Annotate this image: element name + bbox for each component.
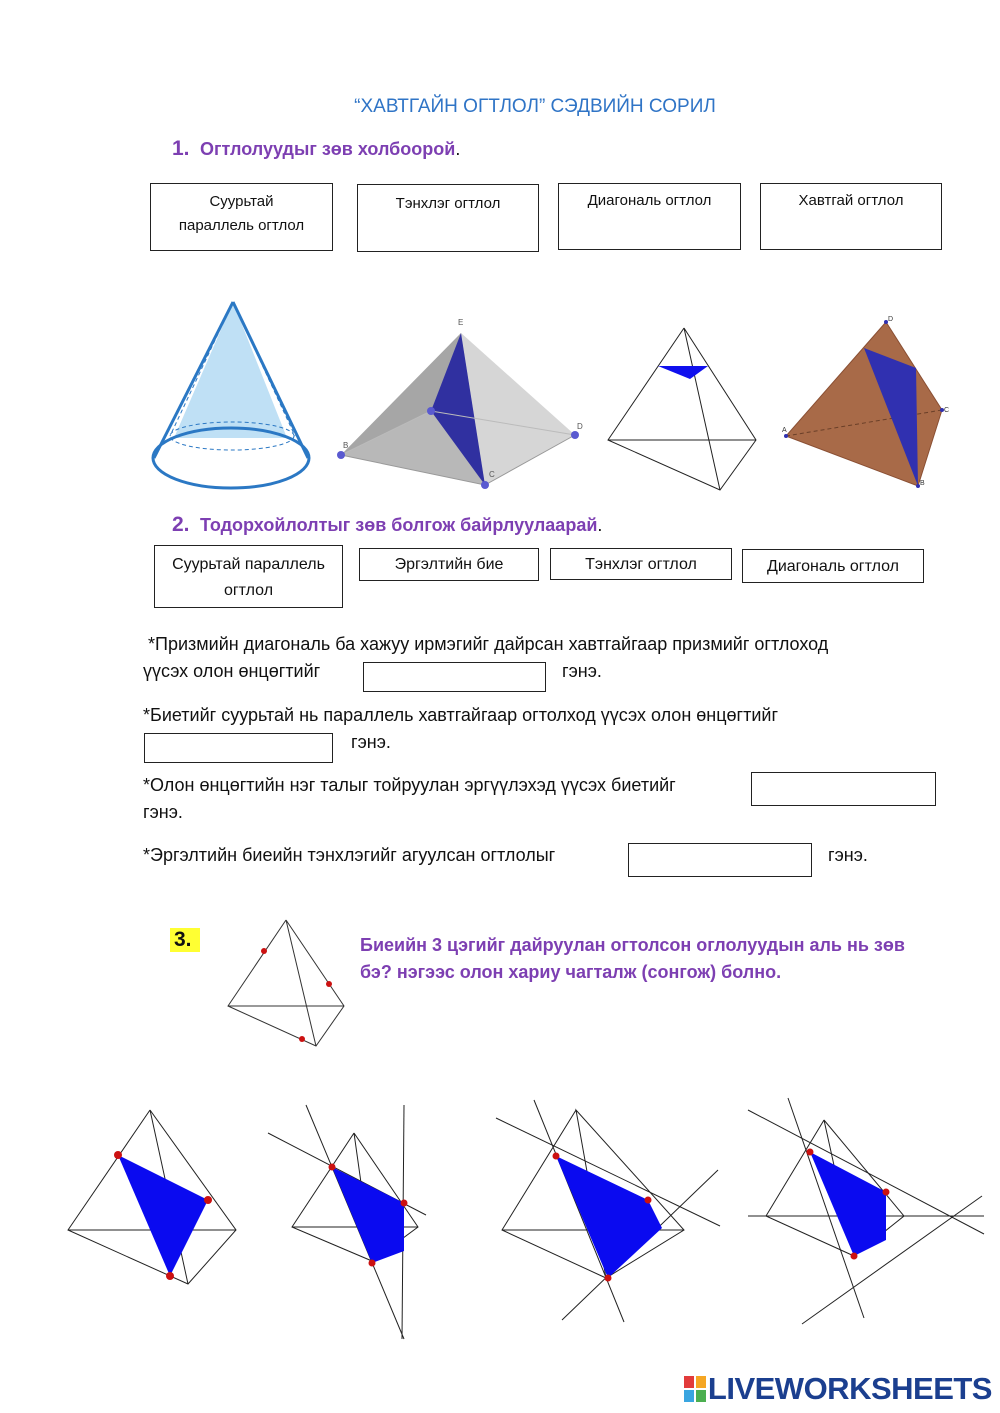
q1-label-parallel-line1: Суурьтай (209, 193, 274, 210)
liveworksheets-text: LIVEWORKSHEETS (707, 1371, 992, 1406)
q3-c-point-3 (605, 1275, 612, 1282)
q3-c-point-2 (645, 1197, 652, 1204)
pyramid-point-a (427, 407, 435, 415)
pyramid-point-c (481, 481, 489, 489)
q2-number: 2. (172, 513, 190, 536)
q2-sentence-1b: үүсэх олон өнцөгтийг (143, 661, 321, 681)
q2-option-parallel-line1: Суурьтай параллель (172, 556, 325, 573)
pyramid-label-e: E (458, 318, 464, 327)
tetra-edges (608, 328, 756, 490)
q1-heading (172, 137, 460, 161)
q3-option-c[interactable] (494, 1098, 724, 1328)
q1-label-parallel-line2: параллель огтлол (178, 217, 305, 234)
q1-label-axial-text: Тэнхлэг огтлол (395, 195, 501, 212)
q2-option-diagonal-text: Диагональ огтлол (766, 558, 899, 575)
q2-option-diagonal[interactable] (742, 549, 924, 583)
q2-option-solid-text: Эргэлтийн бие (394, 556, 504, 573)
q2-option-parallel[interactable] (154, 545, 343, 608)
q3-a-point-2 (204, 1196, 212, 1204)
q2-answer-2[interactable] (144, 733, 333, 763)
q2-option-axial[interactable] (550, 548, 732, 580)
q3-b-point-2 (401, 1200, 408, 1207)
q3-c-section (556, 1156, 662, 1278)
pyramid-point-b (337, 451, 345, 459)
q3-a-point-3 (166, 1272, 174, 1280)
q3-text: Биеийн 3 цэгийг дайруулан огтолсон оглолуудын аль нь зөв бэ? нэгээс олон хариу чагталж (сонгож) болно. (360, 935, 905, 982)
q3-c-point-1 (553, 1153, 560, 1160)
q3-d-point-3 (851, 1253, 858, 1260)
cone-section (174, 302, 287, 438)
tetra-parallel-section (658, 366, 708, 379)
q2-answer-3[interactable] (751, 772, 936, 806)
q3-ref-point-2 (326, 981, 332, 987)
q3-option-b[interactable] (266, 1103, 426, 1343)
q2-sentence-2b: гэнэ. (351, 732, 391, 752)
q1-label-plane-text: Хавтгай огтлол (798, 192, 904, 209)
q3-d-point-1 (807, 1149, 814, 1156)
q2-sentence-3b: гэнэ. (143, 802, 183, 822)
q3-d-point-2 (883, 1189, 890, 1196)
q1-label-diagonal[interactable] (558, 183, 741, 250)
q3-a-section (118, 1155, 208, 1276)
q3-reference-tetrahedron (226, 918, 348, 1048)
q2-sentence-4b: гэнэ. (828, 845, 868, 865)
tetra-brown-body (786, 322, 942, 486)
q1-label-axial[interactable] (357, 184, 539, 252)
tetra-label-a: A (782, 427, 787, 434)
tetra-label-b: B (920, 480, 925, 487)
cone-figure[interactable] (150, 298, 330, 498)
q2-sentence-4a: *Эргэлтийн биеийн тэнхлэгийг агуулсан огтлолыг (143, 845, 556, 865)
q2-option-solid-of-revolution[interactable] (359, 548, 539, 581)
q3-ref-point-3 (299, 1036, 305, 1042)
q2-heading (172, 513, 602, 537)
pyramid-label-b: B (343, 441, 349, 450)
liveworksheets-brand (684, 1371, 992, 1407)
q2-option-axial-text: Тэнхлэг огтлол (585, 556, 697, 573)
q2-answer-1[interactable] (363, 662, 546, 692)
liveworksheets-logo-icon (684, 1374, 706, 1400)
tetrahedron-diagonal-figure[interactable] (782, 318, 952, 493)
q2-sentence-1c: гэнэ. (562, 661, 602, 681)
q1-text: Огтлолуудыг зөв холбоорой (199, 139, 456, 159)
q1-label-parallel[interactable] (150, 183, 333, 251)
q1-dot: . (455, 139, 461, 159)
q1-label-plane[interactable] (760, 183, 942, 250)
q3-b-point-1 (329, 1164, 336, 1171)
q2-text: Тодорхойлолтыг зөв болгож байрлуулаарай (199, 515, 598, 535)
pyramid-label-d: D (577, 422, 583, 431)
tetra-label-d: D (888, 316, 894, 323)
q3-d-section (810, 1152, 886, 1256)
q2-sentence-1a: *Призмийн диагональ ба хажуу ирмэгийг дайрсан хавтгайгаар призмийг огтлоход (148, 634, 829, 654)
q2-answer-4[interactable] (628, 843, 812, 877)
tetra-label-c: C (944, 407, 950, 414)
q3-b-point-3 (369, 1260, 376, 1267)
q3-number: 3. (170, 928, 200, 952)
q1-number: 1. (172, 137, 190, 160)
q2-sentence-3a: *Олон өнцөгтийн нэг талыг тойруулан эргүүлэхэд үүсэх биетийг (143, 775, 676, 795)
q2-option-parallel-line2: огтлол (223, 582, 274, 599)
q2-sentence-2a: *Биетийг суурьтай нь параллель хавтгайгаар огтолход үүсэх олон өнцөгтийг (143, 705, 779, 725)
q3-ref-point-1 (261, 948, 267, 954)
q3-a-point-1 (114, 1151, 122, 1159)
pyramid-label-c: C (489, 470, 495, 479)
q3-option-a[interactable] (66, 1108, 246, 1288)
page-title: “ХАВТГАЙН ОГТЛОЛ” СЭДВИЙН СОРИЛ (354, 96, 716, 117)
q1-label-diagonal-text: Диагональ огтлол (587, 192, 712, 209)
tetra-point-a (784, 434, 788, 438)
q2-dot: . (597, 515, 603, 535)
tetrahedron-parallel-figure[interactable] (604, 324, 764, 494)
pyramid-figure[interactable] (333, 315, 593, 495)
pyramid-point-d (571, 431, 579, 439)
q3-option-d[interactable] (746, 1096, 986, 1328)
